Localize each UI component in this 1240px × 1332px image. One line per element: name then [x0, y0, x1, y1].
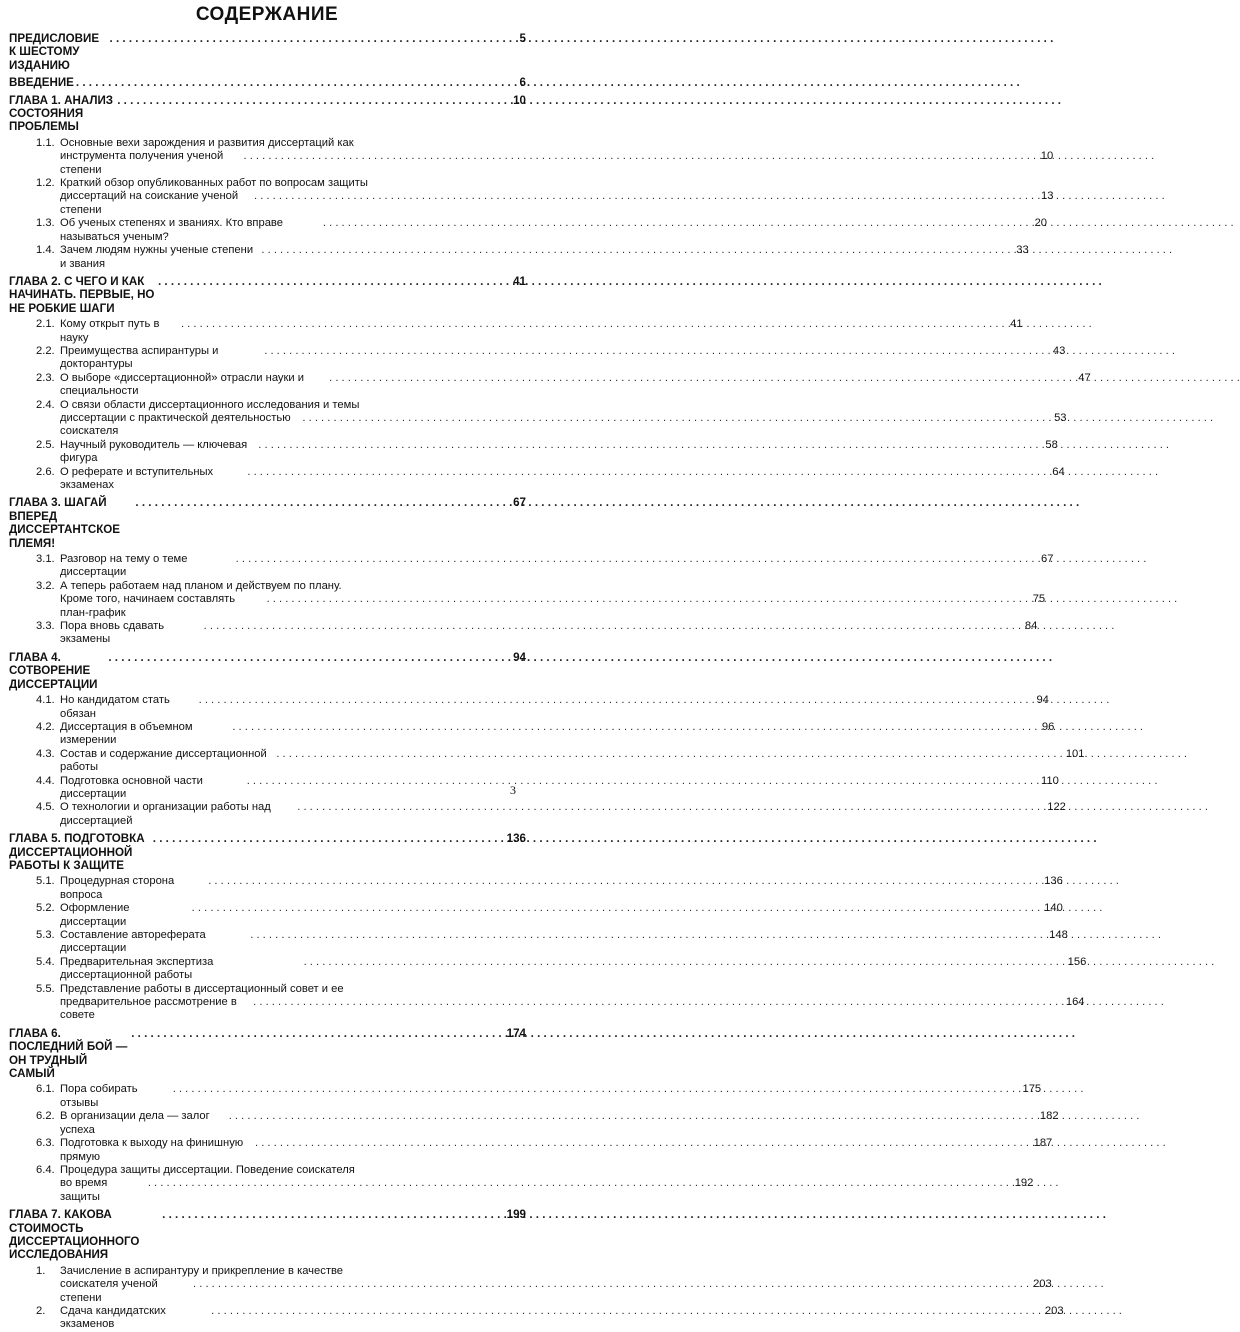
- toc-chapter-entry: [9, 32, 526, 72]
- toc-section-last-line: [60, 620, 1037, 647]
- toc-chapter-title: ГЛАВА 7. КАКОВА СТОИМОСТЬ ДИССЕРТАЦИОННОГО ИССЛЕДОВАНИЯ: [9, 1208, 140, 1262]
- toc-page-number: 10: [1040, 150, 1054, 163]
- toc-section-title-line: Об ученых степенях и званиях. Кто вправе называться ученым?: [60, 217, 283, 243]
- toc-section-last-line: [60, 775, 1059, 802]
- toc-page-number: 41: [1010, 318, 1023, 331]
- toc-section-entry: [36, 1264, 1052, 1305]
- dot-leader: [158, 275, 511, 288]
- toc-section-body: [60, 217, 1047, 244]
- toc-section-number: 2.2.: [36, 344, 55, 357]
- toc-section-number: 2.5.: [36, 438, 55, 451]
- toc-section-title-line: Состав и содержание диссертационной работы: [60, 747, 267, 774]
- toc-section-entry: [36, 318, 1023, 345]
- toc-section-title-line: Сдача кандидатских экзаменов: [60, 1304, 166, 1331]
- dot-leader: [261, 244, 1014, 257]
- toc-section-entry: [36, 398, 1067, 439]
- toc-section-entry: [36, 801, 1066, 828]
- dot-leader: [192, 902, 1043, 915]
- toc-section-title-line: Краткий обзор опубликованных работ по вопросам защиты: [60, 177, 368, 190]
- dot-leader: [255, 1137, 1032, 1150]
- toc-page-number: 33: [1016, 244, 1029, 257]
- dot-leader: [162, 1208, 505, 1221]
- toc-section-last-line: [60, 902, 1063, 929]
- dot-leader: [254, 190, 1039, 203]
- toc-section-number: 3.1.: [36, 553, 55, 566]
- dot-leader: [267, 593, 1031, 606]
- dot-leader: [323, 217, 1033, 230]
- toc-page-number: 64: [1052, 465, 1065, 478]
- dot-leader: [117, 94, 511, 107]
- toc-section-entry: [36, 1110, 1059, 1137]
- dot-leader: [211, 1305, 1043, 1318]
- toc-section-last-line: [60, 996, 1085, 1023]
- toc-page-number: 47: [1078, 371, 1091, 384]
- dot-leader: [302, 412, 1052, 425]
- toc-section-body: [60, 580, 1045, 620]
- toc-section-title-line: Но кандидатом стать обязан: [60, 694, 170, 720]
- toc-section-body: [60, 875, 1063, 902]
- toc-section-entry: [36, 465, 1065, 493]
- toc-section-entry: [36, 553, 1054, 580]
- toc-section-body: [60, 372, 1091, 399]
- toc-page-number: 84: [1024, 620, 1038, 633]
- table-of-contents: [0, 32, 1091, 1332]
- toc-section-last-line: [60, 1177, 1033, 1204]
- toc-page-number: 156: [1067, 955, 1087, 968]
- toc-section-last-line: [60, 593, 1045, 620]
- toc-section-body: [60, 1164, 1033, 1204]
- toc-page-number: 96: [1041, 720, 1055, 733]
- toc-section-title-line: во время защиты: [60, 1177, 108, 1203]
- toc-section-last-line: [60, 190, 1053, 217]
- toc-section-body: [60, 345, 1065, 372]
- toc-page-number: 5: [519, 32, 526, 45]
- toc-chapter-entry: [9, 832, 526, 872]
- toc-section-body: [60, 318, 1023, 345]
- toc-section-title-line: Зачисление в аспирантуру и прикрепление в качестве: [60, 1264, 343, 1277]
- toc-page-number: 13: [1041, 190, 1054, 203]
- toc-section-body: [60, 244, 1029, 271]
- toc-section-number: 3.2.: [36, 579, 55, 592]
- toc-section-entry: [36, 875, 1063, 902]
- toc-section-number: 2.1.: [36, 318, 55, 331]
- dot-leader: [108, 651, 511, 664]
- toc-section-last-line: [60, 929, 1068, 956]
- toc-page-number: 58: [1045, 438, 1058, 451]
- toc-section-entry: [36, 1083, 1042, 1110]
- toc-page-number: 174: [506, 1026, 526, 1040]
- toc-section-body: [60, 1265, 1052, 1305]
- toc-chapter-title: ГЛАВА 6. ПОСЛЕДНИЙ БОЙ — ОН ТРУДНЫЙ САМЫЙ: [9, 1026, 128, 1081]
- toc-page-number: 203: [1044, 1304, 1064, 1317]
- dot-leader: [258, 439, 1043, 452]
- toc-section-last-line: [60, 801, 1066, 828]
- toc-section-last-line: [60, 244, 1029, 271]
- toc-chapter-title: ГЛАВА 5. ПОДГОТОВКА ДИССЕРТАЦИОННОЙ РАБОТЫ К ЗАЩИТЕ: [9, 832, 145, 872]
- toc-section-title-line: Диссертация в объемном измерении: [60, 720, 193, 747]
- toc-section-last-line: [60, 372, 1091, 399]
- toc-section-body: [60, 983, 1085, 1023]
- toc-section-entry: [36, 902, 1063, 929]
- dot-leader: [329, 372, 1076, 385]
- toc-page-number: 20: [1034, 217, 1048, 230]
- toc-section-number: 6.3.: [36, 1137, 55, 1150]
- toc-chapter-entry: [9, 496, 526, 550]
- dot-leader: [276, 748, 1063, 761]
- toc-section-entry: [36, 136, 1054, 177]
- toc-section-title-line: Кому открыт путь в науку: [60, 318, 160, 344]
- toc-chapter-entry: [9, 94, 526, 134]
- toc-section-last-line: [60, 1278, 1052, 1305]
- toc-section-title-line: Оформление диссертации: [60, 902, 130, 928]
- toc-page-number: 10: [513, 93, 526, 107]
- dot-leader: [250, 929, 1047, 942]
- dot-leader: [247, 775, 1039, 788]
- toc-chapter-entry: [9, 1027, 526, 1081]
- toc-section-title-line: диссертации с практической деятельностью соискателя: [60, 411, 291, 438]
- toc-section-number: 4.3.: [36, 747, 55, 760]
- toc-chapter-entry: [9, 651, 526, 691]
- toc-section-title-line: Представление работы в диссертационный совет и ее: [60, 982, 344, 995]
- toc-section-last-line: [60, 439, 1058, 466]
- toc-section-title-line: Пора собирать отзывы: [60, 1083, 138, 1109]
- dot-leader: [244, 150, 1039, 163]
- toc-section-body: [60, 399, 1067, 439]
- toc-section-entry: [36, 929, 1068, 956]
- toc-page-number: 6: [519, 76, 526, 90]
- toc-section-title-line: Преимущества аспирантуры и докторантуры: [60, 344, 219, 371]
- toc-page-number: 75: [1032, 593, 1046, 606]
- toc-chapter-title: ГЛАВА 4. СОТВОРЕНИЕ ДИССЕРТАЦИИ: [9, 650, 98, 691]
- toc-page-number: 101: [1065, 747, 1085, 760]
- toc-section-last-line: [60, 721, 1054, 748]
- toc-section-number: 4.1.: [36, 694, 55, 707]
- toc-section-entry: [36, 1304, 1064, 1332]
- toc-section-last-line: [60, 466, 1065, 493]
- toc-section-last-line: [60, 694, 1049, 721]
- toc-section-title-line: Предварительная экспертиза диссертационной работы: [60, 955, 214, 982]
- dot-leader: [181, 318, 1008, 331]
- toc-section-title-line: О технологии и организации работы над диссертацией: [60, 801, 271, 827]
- toc-section-title-line: Подготовка к выходу на финишную прямую: [60, 1137, 244, 1163]
- dot-leader: [204, 620, 1023, 633]
- toc-section-title-line: Зачем людям нужны ученые степени и звания: [60, 244, 254, 270]
- toc-section-number: 3.3.: [36, 620, 55, 633]
- toc-page-number: 43: [1052, 344, 1066, 357]
- toc-section-body: [60, 439, 1058, 466]
- toc-page-number: 187: [1033, 1137, 1053, 1150]
- toc-page-number: 136: [506, 832, 526, 846]
- dot-leader: [229, 1110, 1038, 1123]
- toc-section-entry: [36, 694, 1049, 721]
- toc-section-title-line: инструмента получения ученой степени: [60, 150, 224, 176]
- toc-page-number: 164: [1065, 996, 1085, 1009]
- dot-leader: [135, 496, 511, 509]
- toc-section-title-line: В организации дела — залог успеха: [60, 1110, 210, 1136]
- toc-page-number: 53: [1054, 411, 1067, 424]
- toc-page-number: 192: [1014, 1177, 1034, 1190]
- toc-section-number: 6.4.: [36, 1163, 55, 1176]
- toc-page-number: 199: [506, 1208, 526, 1222]
- toc-section-entry: [36, 955, 1087, 983]
- toc-section-body: [60, 775, 1059, 802]
- toc-section-body: [60, 929, 1068, 956]
- toc-section-last-line: [60, 1137, 1052, 1164]
- toc-section-entry: [36, 217, 1048, 244]
- toc-section-number: 2.4.: [36, 398, 55, 411]
- toc-section-number: 1.2.: [36, 177, 55, 190]
- dot-leader: [173, 1083, 1021, 1096]
- toc-section-body: [60, 694, 1049, 721]
- toc-section-last-line: [60, 875, 1063, 902]
- toc-section-last-line: [60, 1110, 1059, 1137]
- toc-section-last-line: [60, 1083, 1041, 1110]
- toc-section-entry: [36, 774, 1059, 802]
- toc-section-number: 4.2.: [36, 720, 55, 733]
- toc-section-title-line: Научный руководитель — ключевая фигура: [60, 438, 248, 465]
- toc-section-body: [60, 721, 1054, 748]
- dot-leader: [236, 553, 1039, 566]
- dot-leader: [153, 832, 505, 845]
- toc-section-entry: [36, 720, 1055, 748]
- dot-leader: [264, 345, 1051, 358]
- toc-section-entry: [36, 244, 1029, 271]
- toc-section-title-line: Процедура защиты диссертации. Поведение соискателя: [60, 1163, 355, 1176]
- page-number: 3: [510, 783, 516, 797]
- toc-section-number: 5.3.: [36, 929, 55, 941]
- toc-page-number: 182: [1039, 1110, 1059, 1123]
- toc-page-number: 136: [1044, 875, 1063, 888]
- toc-section-last-line: [60, 956, 1086, 983]
- toc-page-number: 110: [1041, 774, 1059, 787]
- toc-section-last-line: [60, 217, 1047, 244]
- toc-section-entry: [36, 1163, 1034, 1204]
- dot-leader: [208, 875, 1042, 888]
- toc-chapter-title: ГЛАВА 3. ШАГАЙ ВПЕРЕД ДИССЕРТАНТСКОЕ ПЛЕМЯ!: [9, 496, 121, 550]
- toc-section-title-line: Разговор на тему о теме диссертации: [60, 553, 188, 579]
- toc-section-body: [60, 1110, 1059, 1137]
- toc-chapter-title: ГЛАВА 1. АНАЛИЗ СОСТОЯНИЯ ПРОБЛЕМЫ: [9, 93, 114, 134]
- toc-section-body: [60, 137, 1053, 177]
- toc-page-number: 94: [513, 650, 526, 664]
- toc-section-number: 2.3.: [36, 371, 55, 384]
- toc-section-last-line: [60, 553, 1053, 580]
- toc-section-number: 1.: [36, 1264, 46, 1277]
- toc-chapter-title: ВВЕДЕНИЕ: [9, 76, 74, 90]
- dot-leader: [297, 801, 1045, 814]
- toc-page-number: 140: [1044, 902, 1063, 915]
- toc-section-entry: [36, 1137, 1053, 1164]
- toc-section-number: 5.4.: [36, 955, 55, 968]
- toc-section-entry: [36, 438, 1058, 466]
- toc-section-last-line: [60, 150, 1053, 177]
- toc-section-number: 6.1.: [36, 1083, 55, 1096]
- toc-section-title-line: О связи области диссертационного исследования и темы: [60, 398, 360, 411]
- toc-section-number: 4.4.: [36, 774, 55, 787]
- toc-section-last-line: [60, 318, 1023, 345]
- toc-chapter-title: ГЛАВА 2. С ЧЕГО И КАК НАЧИНАТЬ. ПЕРВЫЕ, НО НЕ РОБКИЕ ШАГИ: [9, 274, 155, 315]
- toc-section-title-line: диссертаций на соискание ученой степени: [60, 190, 239, 216]
- dot-leader: [193, 1278, 1031, 1291]
- toc-section-title-line: Пора вновь сдавать экзамены: [60, 620, 165, 646]
- toc-section-number: 1.3.: [36, 217, 55, 230]
- toc-page-number: 67: [1041, 553, 1054, 566]
- toc-section-last-line: [60, 748, 1084, 775]
- dot-leader: [131, 1027, 504, 1040]
- toc-section-number: 2.6.: [36, 465, 55, 478]
- toc-section-entry: [36, 344, 1066, 372]
- toc-section-title-line: О выборе «диссертационной» отрасли науки и специальности: [60, 371, 305, 398]
- toc-section-title-line: О реферате и вступительных экзаменах: [60, 465, 214, 491]
- toc-page-number: 175: [1022, 1083, 1042, 1096]
- toc-section-number: 1.1.: [36, 136, 55, 149]
- toc-page-number: 67: [513, 496, 526, 510]
- dot-leader: [76, 76, 518, 89]
- toc-section-title-line: Составление автореферата диссертации: [60, 929, 206, 955]
- toc-section-body: [60, 1305, 1064, 1332]
- dot-leader: [110, 32, 518, 45]
- toc-chapter-entry: [9, 76, 526, 89]
- toc-section-title-line: соискателя ученой степени: [60, 1278, 158, 1304]
- toc-section-entry: [36, 371, 1091, 399]
- toc-page-number: 203: [1033, 1278, 1052, 1291]
- dot-leader: [232, 721, 1040, 734]
- toc-section-title-line: Кроме того, начинаем составлять план-график: [60, 593, 236, 619]
- toc-section-body: [60, 902, 1063, 929]
- toc-page-number: 148: [1049, 929, 1068, 941]
- dot-leader: [304, 956, 1066, 969]
- toc-section-last-line: [60, 345, 1065, 372]
- toc-section-number: 5.2.: [36, 902, 55, 915]
- toc-chapter-entry: [9, 1208, 526, 1262]
- toc-page-number: 94: [1036, 694, 1049, 707]
- dot-leader: [253, 996, 1064, 1009]
- toc-section-body: [60, 177, 1053, 217]
- toc-page-number: 41: [513, 274, 526, 288]
- toc-section-title-line: А теперь работаем над планом и действуем по плану.: [60, 579, 342, 592]
- dot-leader: [247, 466, 1050, 479]
- toc-section-body: [60, 1137, 1052, 1164]
- toc-section-number: 1.4.: [36, 244, 55, 257]
- toc-section-title-line: Подготовка основной части диссертации: [60, 774, 203, 800]
- toc-section-title-line: Процедурная сторона вопроса: [60, 875, 175, 901]
- toc-section-number: 2.: [36, 1304, 46, 1317]
- toc-section-entry: [36, 747, 1085, 775]
- dot-leader: [199, 694, 1035, 707]
- toc-chapter-title: ПРЕДИСЛОВИЕ К ШЕСТОМУ ИЗДАНИЮ: [9, 32, 100, 72]
- toc-chapter-entry: [9, 275, 526, 315]
- toc-section-body: [60, 1083, 1041, 1110]
- toc-section-body: [60, 553, 1053, 580]
- toc-section-entry: [36, 177, 1054, 217]
- toc-section-body: [60, 956, 1086, 983]
- toc-section-title-line: предварительное рассмотрение в совете: [60, 996, 237, 1022]
- toc-section-entry: [36, 620, 1038, 647]
- toc-page-number: 122: [1047, 801, 1066, 814]
- toc-section-body: [60, 748, 1084, 775]
- toc-section-last-line: [60, 412, 1067, 439]
- toc-section-number: 5.1.: [36, 875, 55, 888]
- toc-section-number: 5.5.: [36, 982, 55, 995]
- toc-section-entry: [36, 982, 1085, 1023]
- toc-section-title-line: Основные вехи зарождения и развития диссертаций как: [60, 136, 354, 149]
- toc-section-number: 6.2.: [36, 1110, 55, 1123]
- toc-section-number: 4.5.: [36, 801, 55, 814]
- toc-section-body: [60, 620, 1037, 647]
- page-title: СОДЕРЖАНИЕ: [195, 4, 339, 25]
- toc-section-body: [60, 466, 1065, 493]
- dot-leader: [148, 1177, 1013, 1190]
- toc-section-entry: [36, 579, 1046, 620]
- toc-section-last-line: [60, 1305, 1064, 1332]
- toc-section-body: [60, 801, 1066, 828]
